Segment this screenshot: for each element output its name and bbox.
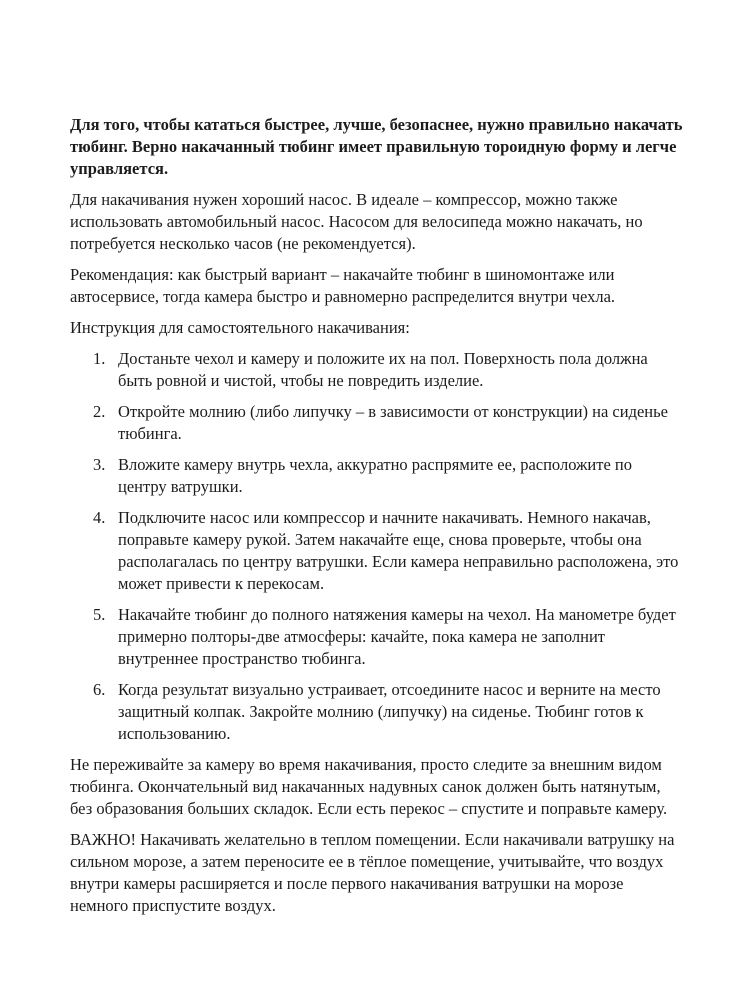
instruction-step-2: Откройте молнию (либо липучку – в зависимости от конструкции) на сиденье тюбинга. <box>118 402 668 443</box>
paragraph-watch-camera: Не переживайте за камеру во время накачивания, просто следите за внешним видом тюбинга. Окончательный вид накачанных надувных санок должен быть натянутым, без образования больших складок. Если есть перекос – спустите и поправьте камеру. <box>70 755 668 818</box>
instruction-step-1: Достаньте чехол и камеру и положите их на пол. Поверхность пола должна быть ровной и чистой, чтобы не повредить изделие. <box>118 349 648 390</box>
paragraph-pump: Для накачивания нужен хороший насос. В идеале – компрессор, можно также использовать автомобильный насос. Насосом для велосипеда можно накачать, но потребуется несколько часов (не рекомендуется). <box>70 190 643 253</box>
instruction-step-4: Подключите насос или компрессор и начните накачивать. Немного накачав, поправьте камеру рукой. Затем накачайте еще, снова проверьте, чтобы она располагалась по центру ватрушки. Если камера неправильно расположена, это может привести к перекосам. <box>118 508 679 593</box>
instruction-step-5: Накачайте тюбинг до полного натяжения камеры на чехол. На манометре будет примерно полторы-две атмосферы: качайте, пока камера не заполнит внутреннее пространство тюбинга. <box>118 605 676 668</box>
instruction-step-6: Когда результат визуально устраивает, отсоедините насос и верните на место защитный колпак. Закройте молнию (липучку) на сиденье. Тюбинг готов к использованию. <box>118 680 661 743</box>
paragraph-intro-bold: Для того, чтобы кататься быстрее, лучше, безопаснее, нужно правильно накачать тюбинг. Верно накачанный тюбинг имеет правильную тороидную форму и легче управляется. <box>70 115 683 178</box>
instruction-step-3: Вложите камеру внутрь чехла, аккуратно распрямите ее, расположите по центру ватрушки. <box>118 455 633 496</box>
paragraph-important: ВАЖНО! Накачивать желательно в теплом помещении. Если накачивали ватрушку на сильном морозе, а затем переносите ее в тёплое помещение, учитывайте, что воздух внутри камеры расширяется и после первого накачивания ватрушки на морозе немного приспустите воздух. <box>70 830 675 915</box>
instructions-list <box>70 348 684 745</box>
paragraph-recommendation: Рекомендация: как быстрый вариант – накачайте тюбинг в шиномонтаже или автосервисе, тогда камера быстро и равномерно распределится внутри чехла. <box>70 265 616 306</box>
instructions-heading: Инструкция для самостоятельного накачивания: <box>70 318 410 337</box>
